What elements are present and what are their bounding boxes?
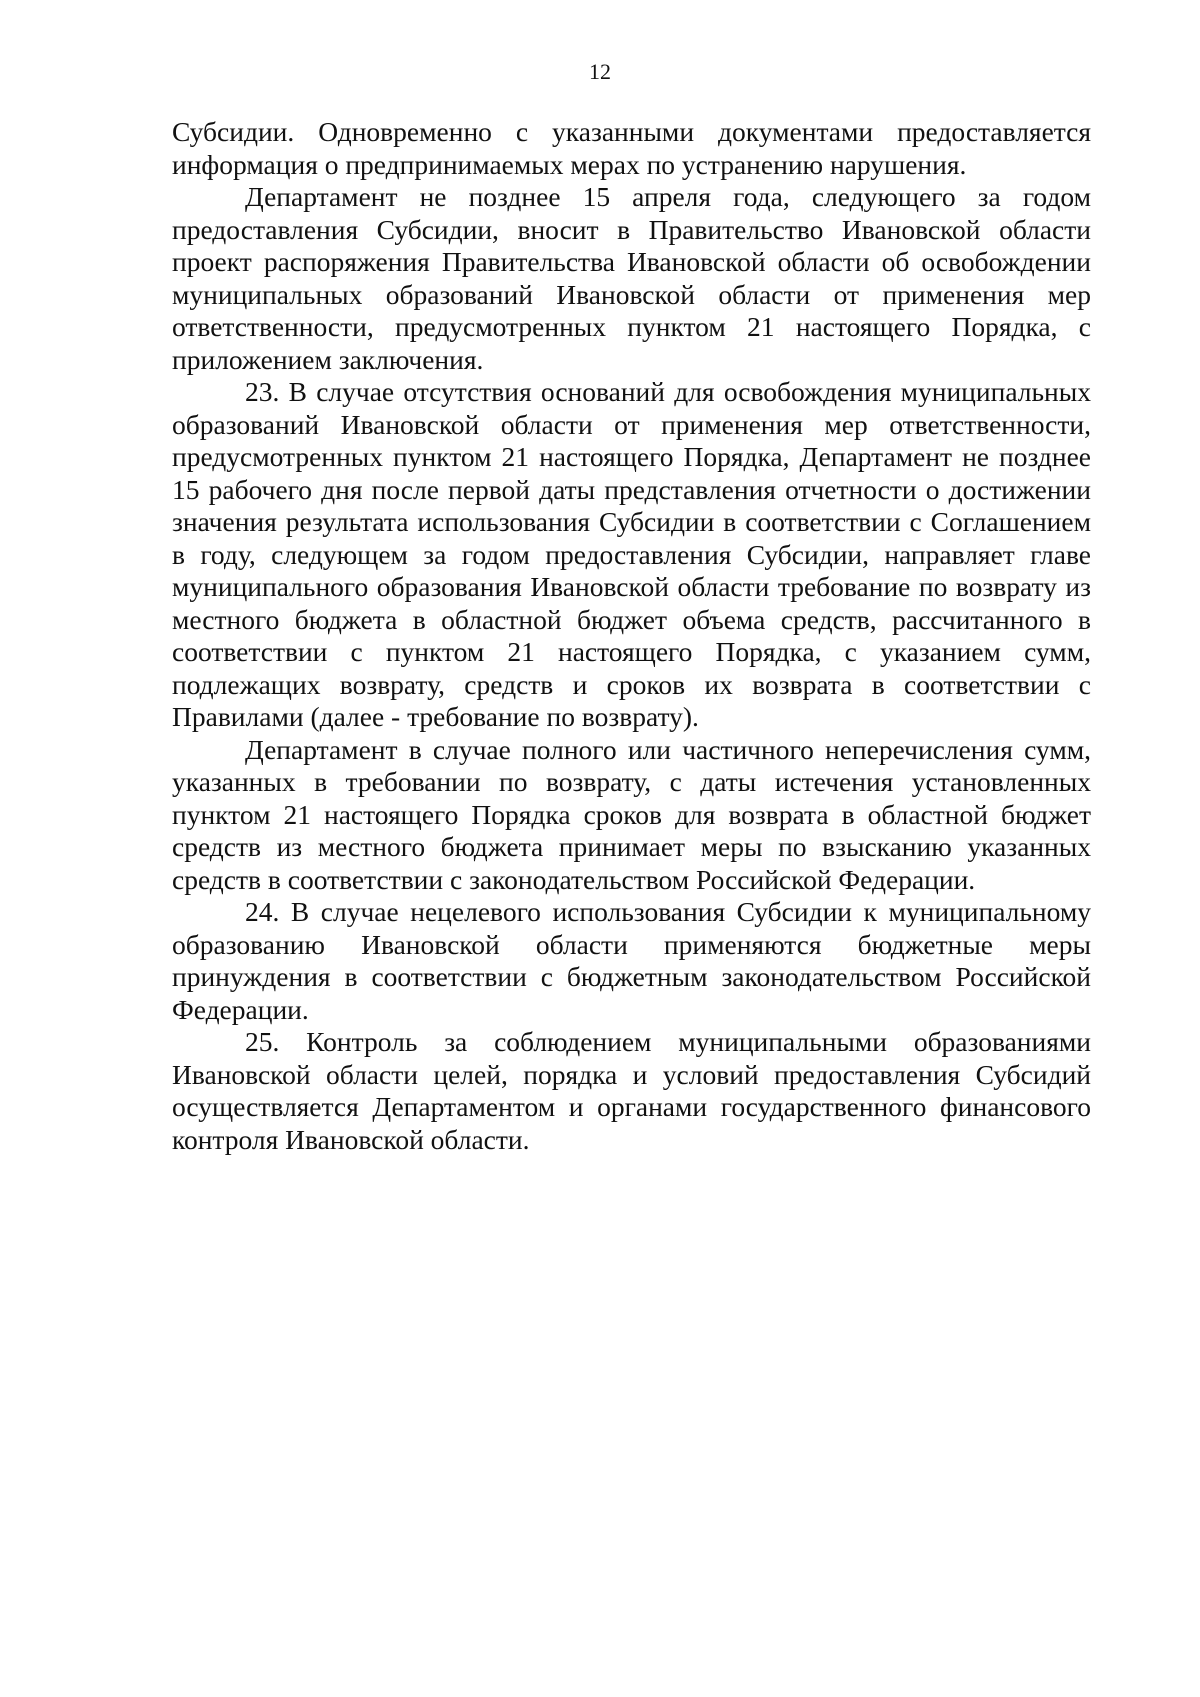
paragraph-department-deadline: Департамент не позднее 15 апреля года, следующего за годом предоставления Субсидии, вносит в Правительство Ивановской области проект распоряжения Правительства Ивановской области об освобождении муниципальных образований Ивановской области от применения мер ответственности, предусмотренных пунктом 21 настоящего Порядка, с приложением заключения. [172, 181, 1091, 375]
page-number: 12 [589, 59, 611, 84]
paragraph-item-24: 24. В случае нецелевого использования Субсидии к муниципальному образованию Ивановской области применяются бюджетные меры принуждения в соответствии с бюджетным законодательством Российской Федерации. [172, 896, 1091, 1025]
paragraph-continuation: Субсидии. Одновременно с указанными документами предоставляется информация о предпринимаемых мерах по устранению нарушения. [172, 116, 1091, 180]
paragraph-item-23: 23. В случае отсутствия оснований для освобождения муниципальных образований Ивановской области от применения мер ответственности, предусмотренных пунктом 21 настоящего Порядка, Департамент не позднее 15 рабочего дня после первой даты представления отчетности о достижении значения результата использования Субсидии в соответствии с Соглашением в году, следующем за годом предоставления Субсидии, направляет главе муниципального образования Ивановской области требование по возврату из местного бюджета в областной бюджет объема средств, рассчитанного в соответствии с пунктом 21 настоящего Порядка, с указанием сумм, подлежащих возврату, средств и сроков их возврата в соответствии с Правилами (далее - требование по возврату). [172, 376, 1091, 732]
document-body [172, 116, 1091, 1156]
paragraph-item-25: 25. Контроль за соблюдением муниципальными образованиями Ивановской области целей, порядка и условий предоставления Субсидий осуществляется Департаментом и органами государственного финансового контроля Ивановской области. [172, 1026, 1091, 1155]
paragraph-recovery-measures: Департамент в случае полного или частичного неперечисления сумм, указанных в требовании по возврату, с даты истечения установленных пунктом 21 настоящего Порядка сроков для возврата в областной бюджет средств из местного бюджета принимает меры по взысканию указанных средств в соответствии с законодательством Российской Федерации. [172, 733, 1091, 895]
